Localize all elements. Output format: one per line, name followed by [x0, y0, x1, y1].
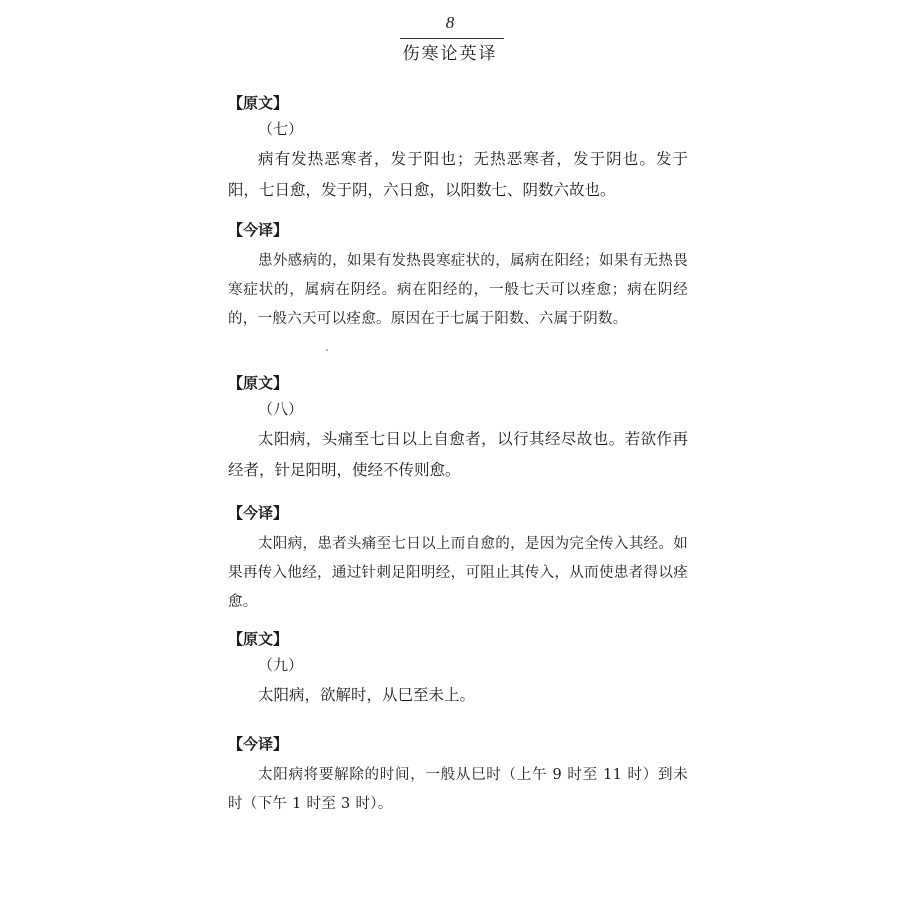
section-number: （九） — [258, 656, 304, 674]
original-text: 太阳病，头痛至七日以上自愈者，以行其经尽故也。若欲作再经者，针足阳明，使经不传则愈。 — [228, 430, 688, 479]
translation-label: 【今译】 — [228, 735, 289, 753]
original-text: 太阳病，欲解时，从巳至未上。 — [258, 686, 476, 704]
header-divider — [400, 38, 504, 39]
section-translation-9 — [228, 733, 688, 819]
original-label: 【原文】 — [228, 374, 289, 392]
book-title: 伤寒论英译 — [402, 44, 498, 64]
section-original-7 — [228, 92, 688, 206]
translation-text: 太阳病将要解除的时间，一般从巳时（上午 9 时至 11 时）到未时（下午 1 时至 3 时）。 — [228, 767, 688, 812]
original-label: 【原文】 — [228, 94, 289, 112]
section-original-8 — [228, 372, 688, 486]
translation-label: 【今译】 — [228, 504, 289, 522]
original-text: 病有发热恶寒者，发于阳也；无热恶寒者，发于阴也。发于阳，七日愈，发于阴，六日愈，以阳数七、阴数六故也。 — [228, 150, 688, 199]
page-header — [400, 12, 500, 65]
section-original-9 — [228, 628, 688, 711]
section-number: （七） — [258, 120, 304, 138]
page-speck — [326, 349, 328, 351]
translation-text: 太阳病，患者头痛至七日以上而自愈的，是因为完全传入其经。如果再传入他经，通过针刺足阳明经，可阻止其传入，从而使患者得以痊愈。 — [228, 536, 688, 610]
section-translation-7 — [228, 219, 688, 334]
translation-label: 【今译】 — [228, 221, 289, 239]
page-number: 8 — [445, 13, 455, 32]
translation-text: 患外感病的，如果有发热畏寒症状的，属病在阳经；如果有无热畏寒症状的，属病在阴经。病在阳经的，一般七天可以痊愈；病在阴经的，一般六天可以痊愈。原因在于七属于阳数、六属于阴数。 — [228, 253, 688, 327]
original-label: 【原文】 — [228, 630, 289, 648]
section-number: （八） — [258, 400, 304, 418]
section-translation-8 — [228, 502, 688, 617]
